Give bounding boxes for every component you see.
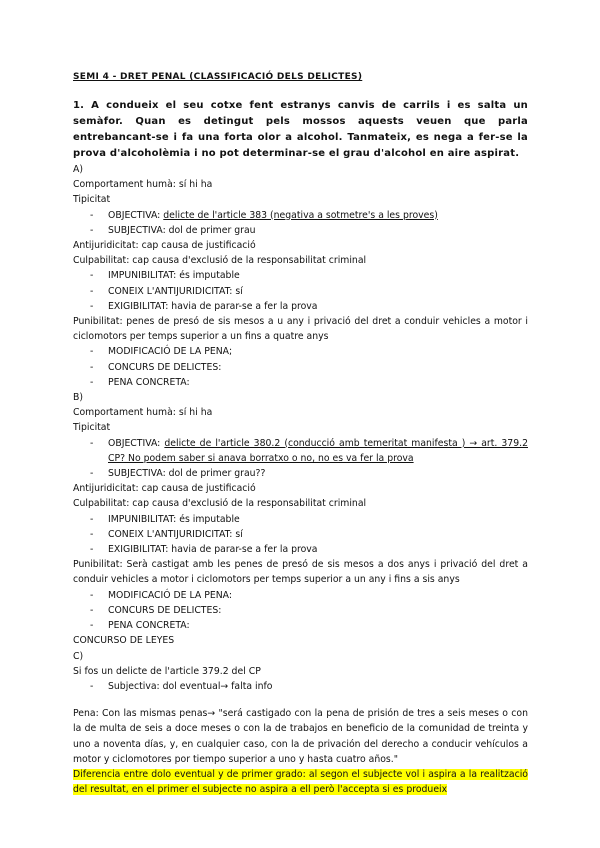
a-pena-concreta: - PENA CONCRETA: [73,375,528,390]
section-a-heading: A) [73,164,83,175]
highlighted-text: Diferencia entre dolo eventual y de primer grado: al segon el subjecte vol i aspira a la realització del resultat, en el primer el subjecte no aspira a ell però l'accepta si es produeix [73,768,528,796]
b-objectiva-value: delicte de l'article 380.2 (conducció amb temeritat manifesta ) → art. 379.2 CP? No podem saber si anava borratxo o no, no es va fer la prova [108,437,528,464]
b-culpabilitat: Culpabilitat: cap causa d'exclusió de la responsabilitat criminal [73,498,367,510]
b-subjectiva: - SUBJECTIVA: dol de primer grau?? [73,466,528,481]
document-title: SEMI 4 - DRET PENAL (CLASSIFICACIÓ DELS DELICTES) [73,72,363,82]
pena-paragraph: Pena: Con las mismas penas→ "será castigado con la pena de prisión de tres a seis meses o con la de multa de seis a doce meses o con la de trabajos en beneficio de la comunidad de treinta y uno a noventa días, y, en cualquier caso, con la de privación del derecho a conducir vehículos a motor y ciclomotores por tiempo superior a uno y hasta cuatro años." [73,708,528,765]
b-coneix: - CONEIX L'ANTIJURIDICITAT: sí [73,527,528,542]
a-antijuridicitat: Antijuridicitat: cap causa de justificació [73,240,256,252]
a-tipicitat: Tipicitat [73,194,111,206]
a-objectiva-label: OBJECTIVA: [108,209,164,221]
a-objectiva [73,208,528,223]
a-objectiva-value: delicte de l'article 383 (negativa a sotmetre's a les proves) [163,209,438,221]
case-question: 1. A condueix el seu cotxe fent estranys canvis de carrils i es salta un semàfor. Quan es detingut pels mossos aquests veuen que parla entrebancant-se i fa una forta olor a alcohol. Tanmateix, es nega a fer-se la prova d'alcoholèmia i no pot determinar-se el grau d'alcohol en aire aspirat. [73,100,528,159]
b-exigibilitat: - EXIGIBILITAT: havia de parar-se a fer la prova [73,542,528,557]
document-page [73,72,528,797]
a-comportament: Comportament humà: sí hi ha [73,179,213,191]
b-comportament: Comportament humà: sí hi ha [73,407,213,419]
a-culpabilitat: Culpabilitat: cap causa d'exclusió de la responsabilitat criminal [73,255,367,267]
a-punibilitat: Punibilitat: penes de presó de sis mesos a u any i privació del dret a conduir vehicles a motor i ciclomotors per temps superior a un fins a quatre anys [73,316,528,343]
spacer [73,694,528,706]
section-b-heading: B) [73,392,84,404]
c-line1: Si fos un delicte de l'article 379.2 del CP [73,665,261,677]
b-objectiva [73,436,528,466]
section-c-heading: C) [73,650,84,662]
a-concurs: - CONCURS DE DELICTES: [73,360,528,375]
a-impunibilitat: - IMPUNIBILITAT: és imputable [73,268,528,283]
b-impunibilitat: - IMPUNIBILITAT: és imputable [73,512,528,527]
b-pena-concreta: - PENA CONCRETA: [73,618,528,633]
b-modificacio: - MODIFICACIÓ DE LA PENA: [73,588,528,603]
a-subjectiva: - SUBJECTIVA: dol de primer grau [73,223,528,238]
a-coneix: - CONEIX L'ANTIJURIDICITAT: sí [73,284,528,299]
b-concurs: - CONCURS DE DELICTES: [73,603,528,618]
b-tipicitat: Tipicitat [73,422,111,434]
b-objectiva-label: OBJECTIVA: [108,437,165,449]
a-exigibilitat: - EXIGIBILITAT: havia de parar-se a fer la prova [73,299,528,314]
c-subjectiva: - Subjectiva: dol eventual→ falta info [73,679,528,694]
b-punibilitat: Punibilitat: Serà castigat amb les penes de presó de sis mesos a dos anys i privació del dret a conduir vehicles a motor i ciclomotors per temps superior a un any i fins a sis anys [73,559,528,586]
a-modificacio: - MODIFICACIÓ DE LA PENA; [73,344,528,359]
highlight-paragraph [73,767,528,797]
b-concurso-leyes: CONCURSO DE LEYES [73,635,175,647]
b-antijuridicitat: Antijuridicitat: cap causa de justificació [73,483,256,495]
